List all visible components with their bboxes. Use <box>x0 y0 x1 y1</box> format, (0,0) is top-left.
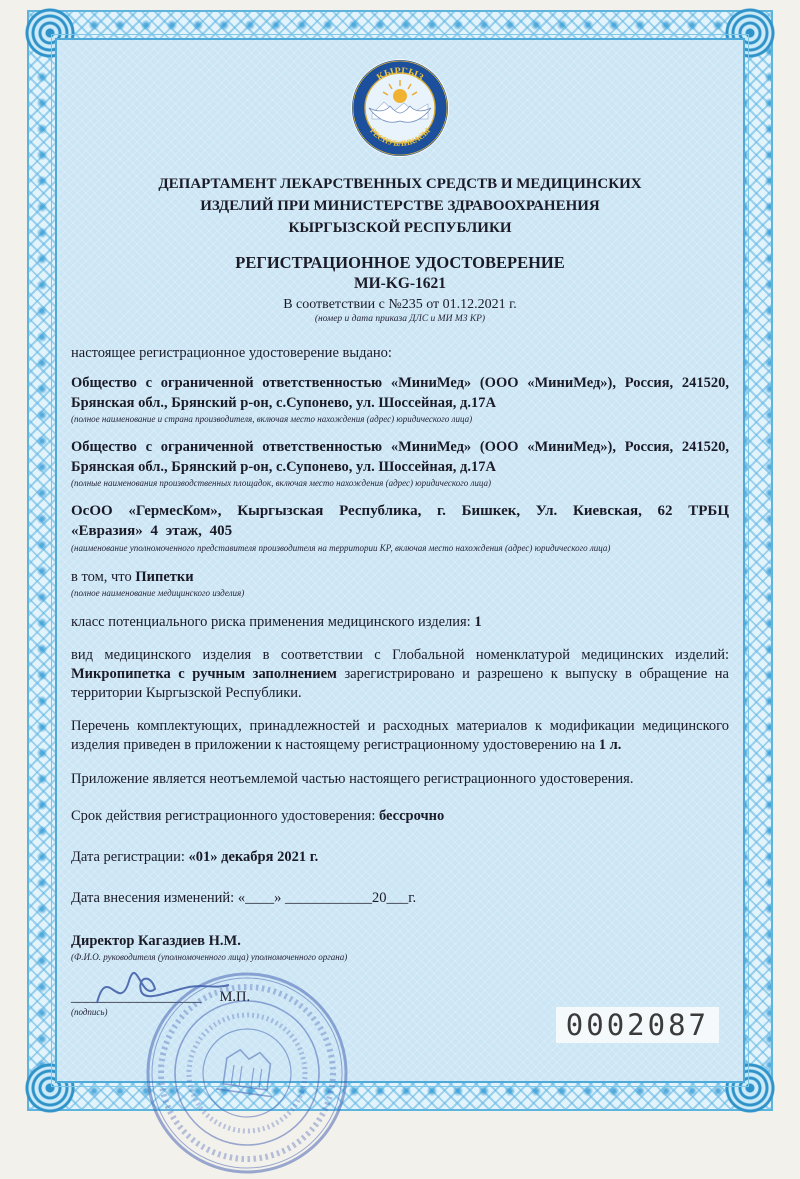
product-name: Пипетки <box>135 568 194 585</box>
registration-date-line <box>71 848 729 867</box>
annex-paragraph: Приложение является неотъемлемой частью настоящего регистрационного удостоверения. <box>71 770 634 787</box>
signature-line-row <box>71 989 729 1006</box>
issued-to-label: настоящее регистрационное удостоверение выдано: <box>71 345 392 362</box>
validity-line <box>71 807 729 826</box>
product-line <box>71 568 729 587</box>
certificate-sheet <box>27 10 773 1111</box>
validity-label: Срок действия регистрационного удостоверения: <box>71 807 379 824</box>
emblem-top-text: КЫРГЫЗ <box>374 65 426 84</box>
amendment-date-line: Дата внесения изменений: «____» ____________20___г. <box>71 889 417 906</box>
device-type-post: зарегистрировано и разрешено к выпуску в обращение на территории Кыргызской Республики. <box>71 666 729 702</box>
risk-class-label: класс потенциального риска применения медицинского изделия: <box>71 613 475 630</box>
production-site-paragraph: Общество с ограниченной ответственностью «МиниМед» (ООО «МиниМед»), Россия, 241520, Брянская обл., Брянский р-он, с.Супонево, ул. Шоссейная, д.17А <box>71 439 729 475</box>
components-text: Перечень комплектующих, принадлежностей и расходных материалов к модификации медицинского изделия приведен в приложении к настоящему регистрационному удостоверению на <box>71 718 729 754</box>
registration-date-value: «01» декабря 2021 г. <box>188 848 319 865</box>
production-site-note: (полные наименования производственных площадок, включая место нахождения (адрес) юридического лица) <box>71 477 491 488</box>
product-label: в том, что <box>71 568 136 585</box>
order-reference-note: (номер и дата приказа ДЛС и МИ МЗ КР) <box>314 314 486 325</box>
emblem-bottom-text: РЕСПУБЛИКАСЫ <box>368 126 432 149</box>
director-note: (Ф.И.О. руководителя (уполномоченного лица) уполномоченного органа) <box>71 952 348 963</box>
certificate-number: МИ-KG-1621 <box>353 275 447 293</box>
product-note: (полное наименование медицинского изделия) <box>71 587 245 598</box>
serial-number: 0002087 <box>556 1007 719 1043</box>
order-reference: В соответствии с №235 от 01.12.2021 г. <box>283 297 517 313</box>
registration-date-label: Дата регистрации: <box>71 848 189 865</box>
manufacturer-note: (полное наименование и страна производителя, включая место нахождения (адрес) юридического лица) <box>71 413 473 424</box>
kyrgyz-emblem-icon <box>350 58 450 158</box>
device-type-pre: вид медицинского изделия в соответствии с Глобальной номенклатурой медицинских изделий: <box>71 646 729 663</box>
sun-icon <box>393 89 407 103</box>
signature-line: __________________ <box>71 988 202 1005</box>
stamp-place-label: М.П. <box>219 988 251 1005</box>
document-title: РЕГИСТРАЦИОННОЕ УДОСТОВЕРЕНИЕ <box>235 253 565 273</box>
certificate-body <box>55 38 745 1083</box>
authority-line-1: ДЕПАРТАМЕНТ ЛЕКАРСТВЕННЫХ СРЕДСТВ И МЕДИЦИНСКИХ <box>158 176 642 192</box>
representative-paragraph: ОсОО «ГермесКом», Кыргызская Республика, г. Бишкек, Ул. Киевская, 62 ТРБЦ «Евразия» 4 этаж, 405 <box>71 503 729 540</box>
risk-class-value: 1 <box>474 613 482 630</box>
director-name: Директор Кагаздиев Н.М. <box>71 933 241 950</box>
issuing-authority <box>71 174 729 239</box>
device-type-paragraph <box>71 646 729 703</box>
representative-note: (наименование уполномоченного представителя производителя на территории КР, включая место нахождения (адрес) юридического лица) <box>71 543 611 554</box>
authority-line-2: ИЗДЕЛИЙ ПРИ МИНИСТЕРСТВЕ ЗДРАВООХРАНЕНИЯ <box>200 197 600 214</box>
validity-value: бессрочно <box>379 807 445 824</box>
signature-note: (подпись) <box>71 1006 108 1017</box>
components-paragraph <box>71 717 729 755</box>
components-pages: 1 л. <box>598 737 622 754</box>
device-type-name: Микропипетка с ручным заполнением <box>71 666 337 683</box>
risk-class-line <box>71 613 729 632</box>
manufacturer-paragraph: Общество с ограниченной ответственностью «МиниМед» (ООО «МиниМед»), Россия, 241520, Брянская обл., Брянский р-он, с.Супонево, ул. Шоссейная, д.17А <box>71 375 729 411</box>
authority-line-3: КЫРГЫЗСКОЙ РЕСПУБЛИКИ <box>288 219 512 236</box>
